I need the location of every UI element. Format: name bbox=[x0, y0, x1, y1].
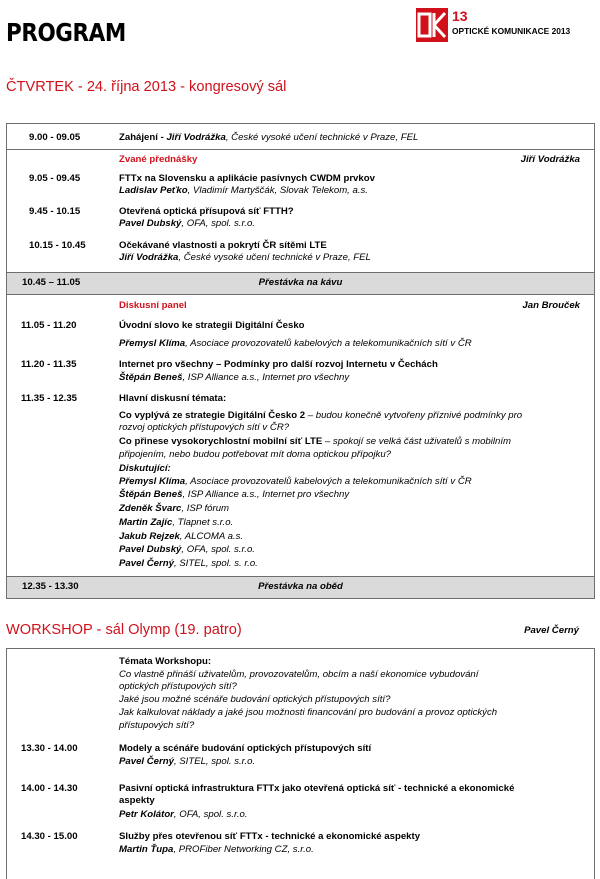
discussion-time: 11.35 - 12.35 bbox=[21, 393, 78, 404]
conference-logo bbox=[416, 8, 596, 48]
question-text: rozvoj optických přístupových sítí v ČR? bbox=[119, 422, 290, 433]
participant-org: , Asociace provozovatelů kabelových a telekomunikačních sítí v ČR bbox=[185, 476, 472, 487]
talk-speaker-line bbox=[119, 218, 255, 230]
talk-org: , OFA, spol. s.r.o. bbox=[181, 218, 255, 229]
talk-time: 9.05 - 09.45 bbox=[29, 173, 81, 184]
talk-speaker: Pavel Černý bbox=[119, 756, 174, 767]
participant bbox=[119, 544, 255, 556]
opening-title: Zahájení - bbox=[119, 132, 167, 143]
divider bbox=[7, 149, 594, 150]
talk-title: Otevřená optická přísupová síť FTTH? bbox=[119, 206, 294, 217]
talk-time: 13.30 - 14.00 bbox=[21, 743, 78, 754]
talk-speaker: Jiří Vodrážka bbox=[119, 252, 179, 263]
talk-time: 11.05 - 11.20 bbox=[21, 320, 77, 331]
talk-speaker: Martin Ťupa bbox=[119, 844, 174, 855]
question-title: Co přinese vysokorychlostní mobilní síť LTE bbox=[119, 436, 323, 447]
day-heading: ČTVRTEK - 24. října 2013 - kongresový sál bbox=[6, 79, 287, 95]
talk-speaker: Ladislav Peťko bbox=[119, 185, 188, 196]
talk-speaker-line bbox=[119, 756, 255, 768]
talk-speaker-line bbox=[119, 372, 349, 384]
panel-chair: Jan Brouček bbox=[522, 300, 580, 311]
opening-row bbox=[119, 132, 418, 144]
talk-speaker-line bbox=[119, 338, 472, 350]
workshop-table bbox=[6, 648, 595, 879]
participant-name: Pavel Černý bbox=[119, 558, 174, 569]
talk-org: , České vysoké učení technické v Praze, FEL bbox=[178, 252, 371, 263]
talk-speaker: Štěpán Beneš bbox=[119, 372, 183, 383]
talk-speaker-line bbox=[119, 185, 368, 197]
ok-logo-icon bbox=[416, 8, 448, 42]
question-text: – spokojí se velká část uživatelů s mobilním bbox=[322, 436, 512, 447]
participant bbox=[119, 503, 229, 515]
discussion-question bbox=[119, 436, 511, 448]
participant-name: Štěpán Beneš bbox=[119, 489, 183, 500]
talk-org: , PROFiber Networking CZ, s.r.o. bbox=[173, 844, 314, 855]
question-title: Co vyplývá ze strategie Digitální Česko 2 bbox=[119, 410, 306, 421]
talk-speaker-line bbox=[119, 809, 248, 821]
talk-time: 14.00 - 14.30 bbox=[21, 783, 78, 794]
break-label: Přestávka na kávu bbox=[258, 277, 343, 288]
break-label: Přestávka na oběd bbox=[258, 581, 343, 592]
talk-title: Služby přes otevřenou síť FTTx - technické a ekonomické aspekty bbox=[119, 831, 421, 842]
workshop-chair: Pavel Černý bbox=[524, 625, 579, 636]
question-text: – budou konečně vytvořeny příznivé podmínky pro bbox=[305, 410, 523, 421]
coffee-break-bar bbox=[7, 272, 594, 295]
talk-title: Úvodní slovo ke strategii Digitální Česko bbox=[119, 320, 305, 331]
topic-line: Co vlastně přináší uživatelům, provozovatelům, obcím a naší ekonomice vybudování bbox=[119, 669, 479, 680]
talk-title: Pasivní optická infrastruktura FTTx jako otevřená optická síť - technické a ekonomické bbox=[119, 783, 515, 794]
talk-title: Očekávané vlastnosti a pokrytí ČR sítěmi LTE bbox=[119, 240, 327, 251]
logo-subtitle: OPTICKÉ KOMUNIKACE 2013 bbox=[452, 26, 571, 36]
talk-time: 14.30 - 15.00 bbox=[21, 831, 78, 842]
opening-time: 9.00 - 09.05 bbox=[29, 132, 81, 143]
talk-time: 10.15 - 10.45 bbox=[29, 240, 86, 251]
topics-label: Témata Workshopu: bbox=[119, 656, 212, 667]
talk-time: 9.45 - 10.15 bbox=[29, 206, 81, 217]
participant-name: Zdeněk Švarc bbox=[119, 503, 182, 514]
participants-label: Diskutující: bbox=[119, 463, 171, 474]
invited-chair: Jiří Vodrážka bbox=[520, 154, 580, 165]
topic-line: Jak kalkulovat náklady a jaké jsou možnosti financování pro budování a provoz optických bbox=[119, 707, 498, 718]
participant bbox=[119, 531, 243, 543]
talk-time: 11.20 - 11.35 bbox=[21, 359, 77, 370]
talk-org: , OFA, spol. s.r.o. bbox=[173, 809, 248, 820]
talk-title: FTTx na Slovensku a aplikácie pasívnych CWDM prvkov bbox=[119, 173, 375, 184]
workshop-heading: WORKSHOP - sál Olymp (19. patro) bbox=[6, 622, 242, 638]
participant-org: , ALCOMA a.s. bbox=[179, 531, 244, 542]
participant-org: , OFA, spol. s.r.o. bbox=[181, 544, 255, 555]
participant bbox=[119, 476, 472, 488]
discussion-question bbox=[119, 410, 522, 422]
topic-line: optických přístupových sítí? bbox=[119, 681, 237, 692]
talk-speaker: Pavel Dubský bbox=[119, 218, 182, 229]
talk-title-cont: aspekty bbox=[119, 795, 155, 806]
talk-speaker: Petr Kolátor bbox=[119, 809, 174, 820]
talk-org: , Vladimír Martyščák, Slovak Telekom, a.s. bbox=[187, 185, 368, 196]
page-title: PROGRAM bbox=[6, 18, 126, 47]
participant-name: Martin Zajíc bbox=[119, 517, 173, 528]
talk-speaker-line bbox=[119, 252, 371, 264]
participant bbox=[119, 558, 258, 570]
invited-label: Zvané přednášky bbox=[119, 154, 198, 165]
talk-speaker-line bbox=[119, 844, 314, 856]
talk-title: Internet pro všechny – Podmínky pro další rozvoj Internetu v Čechách bbox=[119, 359, 438, 370]
participant-org: , ISP Alliance a.s., Internet pro všechny bbox=[182, 489, 350, 500]
break-time: 10.45 – 11.05 bbox=[22, 277, 81, 288]
participant-org: , ISP fórum bbox=[181, 503, 230, 514]
talk-org: , Asociace provozovatelů kabelových a telekomunikačních sítí v ČR bbox=[185, 338, 472, 349]
panel-label: Diskusní panel bbox=[119, 300, 187, 311]
lunch-break-bar bbox=[7, 576, 594, 598]
program-table bbox=[6, 123, 595, 599]
topic-line: Jaké jsou možné scénáře budování optických přístupových sítí? bbox=[119, 694, 391, 705]
participant-org: , Tlapnet s.r.o. bbox=[172, 517, 234, 528]
question-text: připojením, nebo budou potřebovat mít doma optickou přípojku? bbox=[119, 449, 391, 460]
talk-speaker: Přemysl Klíma bbox=[119, 338, 186, 349]
participant-name: Jakub Rejzek bbox=[119, 531, 180, 542]
topic-line: přístupových sítí? bbox=[119, 720, 195, 731]
participant bbox=[119, 517, 233, 529]
participant bbox=[119, 489, 349, 501]
participant-name: Přemysl Klíma bbox=[119, 476, 186, 487]
break-time: 12.35 - 13.30 bbox=[22, 581, 79, 592]
opening-org: , České vysoké učení technické v Praze, FEL bbox=[225, 132, 419, 143]
participant-name: Pavel Dubský bbox=[119, 544, 182, 555]
talk-title: Modely a scénáře budování optických přístupových sítí bbox=[119, 743, 372, 754]
talk-org: , ISP Alliance a.s., Internet pro všechny bbox=[182, 372, 350, 383]
talk-org: , SITEL, spol. s.r.o. bbox=[173, 756, 256, 767]
logo-number: 13 bbox=[452, 8, 468, 24]
opening-speaker: Jiří Vodrážka bbox=[166, 132, 226, 143]
participant-org: , SITEL, spol. s. r.o. bbox=[173, 558, 258, 569]
discussion-heading: Hlavní diskusní témata: bbox=[119, 393, 227, 404]
